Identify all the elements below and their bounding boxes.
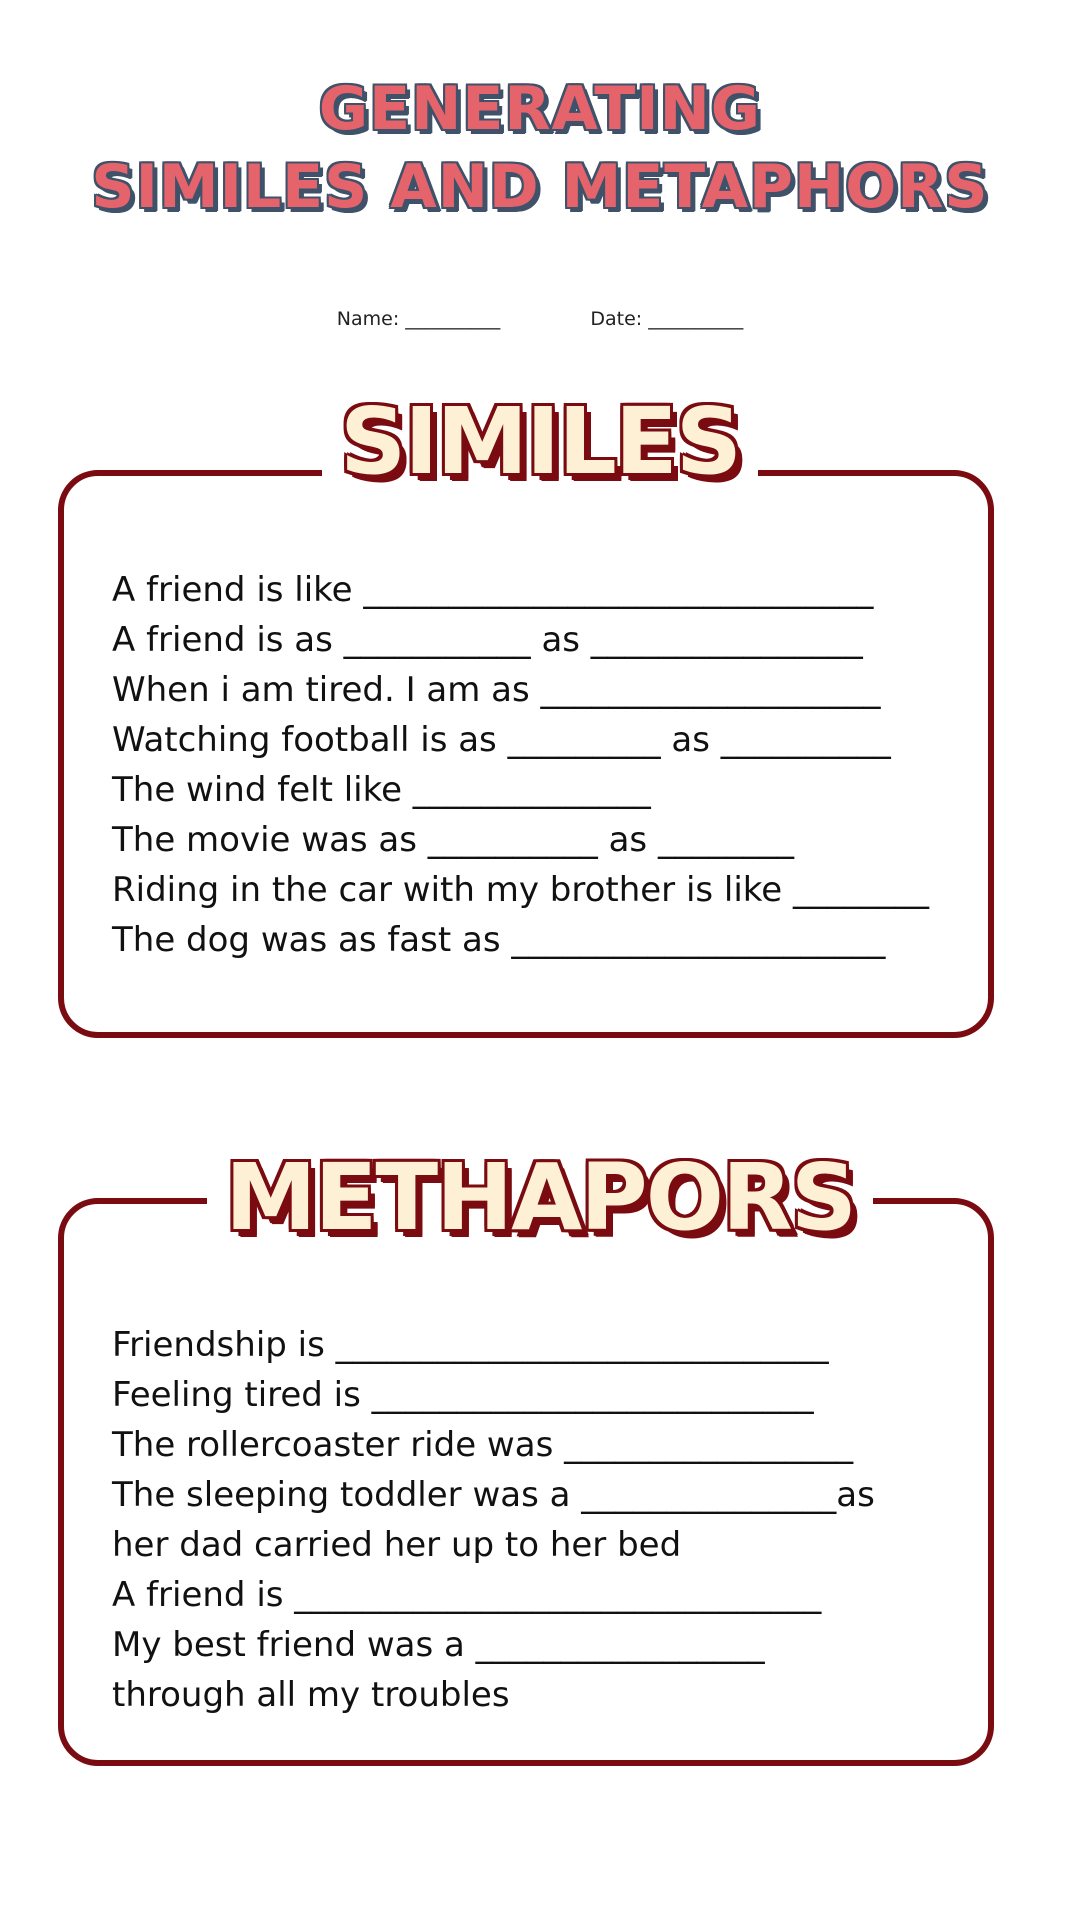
metaphor-line: Friendship is _____________________________ <box>112 1325 829 1365</box>
simile-line: The dog was as fast as ______________________ <box>112 920 886 960</box>
metaphor-line: The rollercoaster ride was _________________ <box>112 1425 854 1465</box>
name-field-label: Name: __________ <box>336 308 501 330</box>
metaphor-line: The sleeping toddler was a _______________as <box>112 1475 875 1515</box>
metaphor-line: through all my troubles <box>112 1675 510 1715</box>
metaphor-line: Feeling tired is __________________________ <box>112 1375 814 1415</box>
metaphors-heading-text: METHAPORS <box>207 1148 873 1248</box>
date-field-label: Date: __________ <box>590 308 744 330</box>
metaphor-line: her dad carried her up to her bed <box>112 1525 682 1565</box>
similes-lines <box>112 565 992 965</box>
metaphors-lines <box>112 1320 992 1720</box>
similes-heading <box>0 388 1080 495</box>
similes-heading-text: SIMILES <box>322 392 758 492</box>
simile-line: Watching football is as _________ as __________ <box>112 720 891 760</box>
metaphor-line: My best friend was a _________________ <box>112 1625 765 1665</box>
metaphor-line: A friend is _______________________________ <box>112 1575 822 1615</box>
name-date-row <box>0 308 1080 330</box>
simile-line: The movie was as __________ as ________ <box>112 820 794 860</box>
page-title-line2: SIMILES AND METAPHORS <box>91 152 989 222</box>
page-title-line1: GENERATING <box>318 74 762 144</box>
simile-line: Riding in the car with my brother is like ________ <box>112 870 930 910</box>
simile-line: When i am tired. I am as ____________________ <box>112 670 881 710</box>
simile-line: A friend is as ___________ as ________________ <box>112 620 863 660</box>
page-title <box>0 70 1080 226</box>
simile-line: A friend is like ______________________________ <box>112 570 874 610</box>
simile-line: The wind felt like ______________ <box>112 770 651 810</box>
metaphors-heading <box>0 1144 1080 1251</box>
